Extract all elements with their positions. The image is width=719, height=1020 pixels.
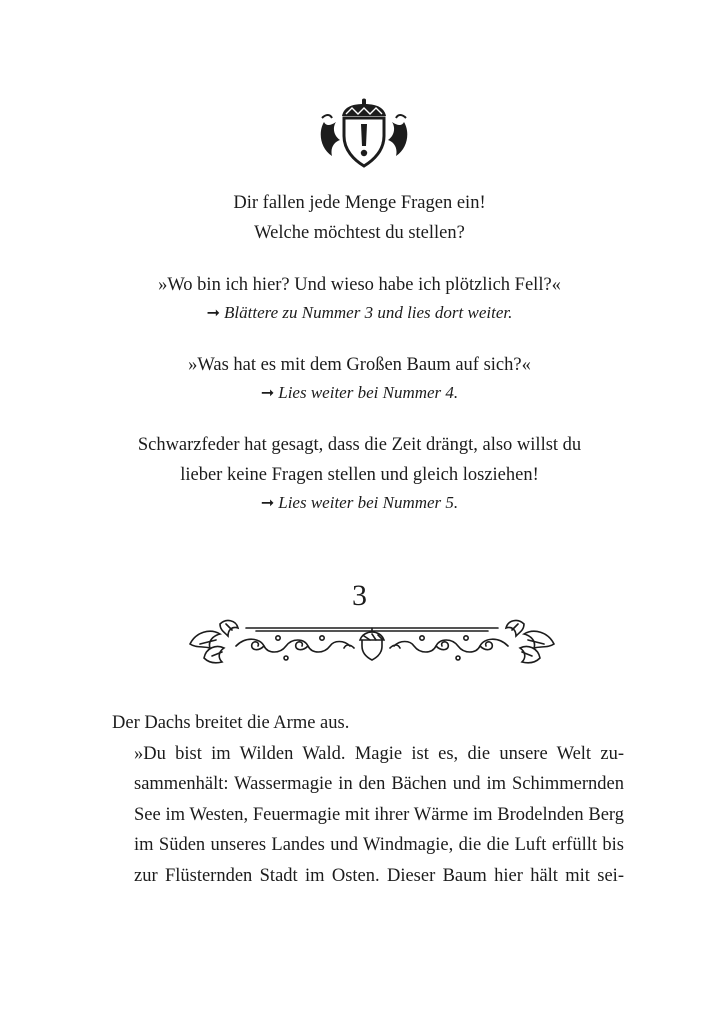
choice-2-link[interactable] <box>60 380 659 406</box>
arrow-right-icon: ➞ <box>260 383 275 402</box>
intro-line-2: Welche möchtest du stellen? <box>254 223 465 243</box>
paragraph-2-line-1: »Du bist im Wilden Wald. Magie ist es, die unsere Welt zu- <box>134 743 624 764</box>
paragraph-2-line-4: im Süden unseres Landes und Windmagie, die die Luft erfüllt bis <box>134 835 624 855</box>
acorn-exclamation-emblem-icon <box>316 96 412 168</box>
choice-3 <box>60 430 659 516</box>
arrow-right-icon: ➞ <box>206 303 221 322</box>
choice-1-link[interactable] <box>60 300 659 326</box>
choice-1 <box>60 270 659 326</box>
paragraph-2 <box>112 739 624 892</box>
acorn-vine-divider-icon <box>186 614 558 668</box>
choice-1-link-label: Blättere zu Nummer 3 und lies dort weiter. <box>224 303 513 322</box>
choice-2-link-label: Lies weiter bei Nummer 4. <box>278 383 459 402</box>
choice-3-question-line-1: Schwarzfeder hat gesagt, dass die Zeit drängt, also willst du <box>137 435 582 455</box>
choice-3-link[interactable] <box>60 490 659 516</box>
intro-line-1: Dir fallen jede Menge Fragen ein! <box>233 193 486 213</box>
paragraph-2-line-5: zur Flüsternden Stadt im Osten. Dieser Baum hier hält mit sei- <box>134 865 624 886</box>
section-number: 3 <box>352 579 367 612</box>
choice-1-question: »Wo bin ich hier? Und wieso habe ich plötzlich Fell?« <box>158 275 561 295</box>
choice-3-question-line-2: lieber keine Fragen stellen und gleich losziehen! <box>180 465 539 485</box>
choice-2-question: »Was hat es mit dem Großen Baum auf sich?« <box>188 355 531 375</box>
choice-3-link-label: Lies weiter bei Nummer 5. <box>278 493 459 512</box>
intro-text <box>60 188 659 248</box>
paragraph-2-line-3: See im Westen, Feuermagie mit ihrer Wärme im Brodelnden Berg <box>134 804 624 825</box>
choice-2 <box>60 350 659 406</box>
arrow-right-icon: ➞ <box>260 493 275 512</box>
section-body <box>112 708 624 891</box>
paragraph-2-line-2: sammenhält: Wassermagie in den Bächen und im Schimmernden <box>134 774 624 794</box>
paragraph-1: Der Dachs breitet die Arme aus. <box>112 713 350 733</box>
